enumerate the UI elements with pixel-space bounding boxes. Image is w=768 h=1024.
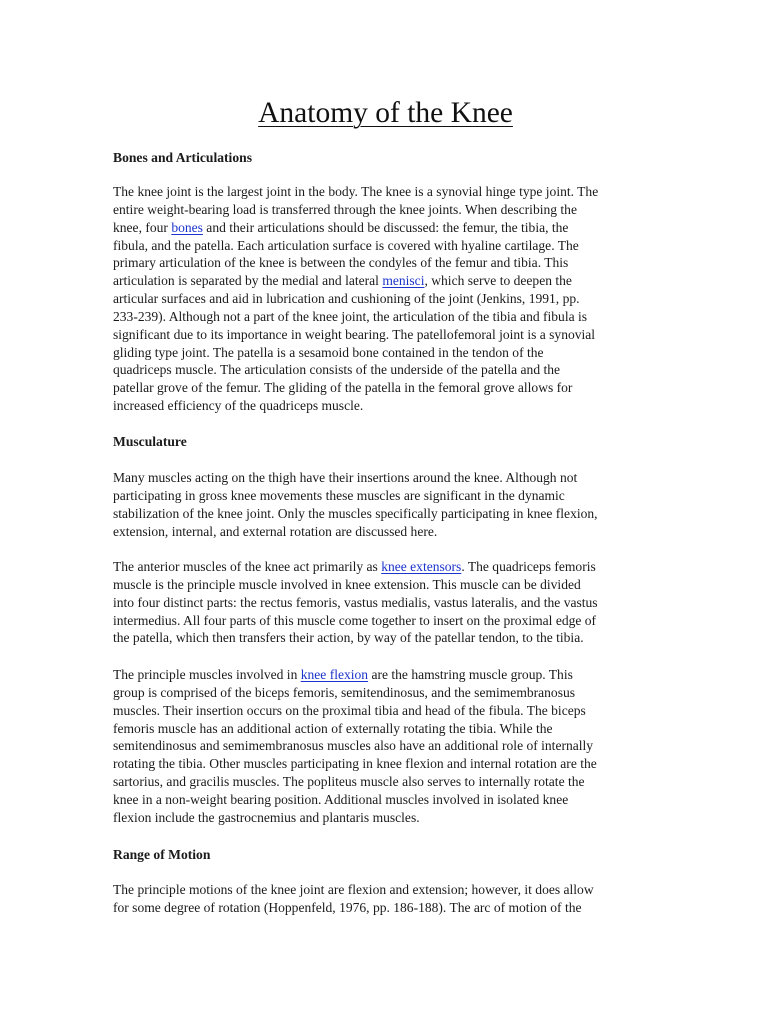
text-line: sartorius, and gracilis muscles. The popliteus muscle also serves to internally rotate the [113, 774, 585, 790]
link-knee-extensors[interactable]: knee extensors [381, 559, 462, 574]
paragraph-knee-flexion-muscles [113, 666, 658, 827]
text-segment: articulation is separated by the medial and lateral [113, 273, 383, 289]
text-segment: and their articulations should be discussed: the femur, the tibia, the [202, 219, 569, 235]
text-segment: , which serve to deepen the [424, 273, 572, 289]
paragraph-range-of-motion [113, 881, 658, 917]
page-title: Anatomy of the Knee [258, 97, 513, 129]
text-segment: are the hamstring muscle group. This [368, 667, 573, 682]
text-segment: The principle muscles involved in [113, 667, 301, 682]
link-bones[interactable]: bones [171, 219, 203, 235]
text-line: muscle is the principle muscle involved in knee extension. This muscle can be divided [113, 576, 581, 592]
text-line: flexion include the gastrocnemius and plantaris muscles. [113, 809, 420, 825]
text-segment: . The quadriceps femoris [461, 559, 596, 574]
text-line: 233-239). Although not a part of the knee joint, the articulation of the tibia and fibula is [113, 308, 588, 324]
text-line: gliding type joint. The patella is a sesamoid bone contained in the tendon of the [113, 344, 544, 360]
section-heading-bones-and-articulations: Bones and Articulations [113, 150, 252, 165]
text-line: primary articulation of the knee is between the condyles of the femur and tibia. This [113, 255, 569, 271]
text-line: Many muscles acting on the thigh have their insertions around the knee. Although not [113, 470, 578, 485]
paragraph-anterior-muscles [113, 558, 658, 647]
text-line [113, 666, 658, 684]
text-line: significant due to its importance in weight bearing. The patellofemoral joint is a synovial [113, 326, 596, 342]
paragraph-bones-articulations [113, 183, 658, 415]
text-line: group is comprised of the biceps femoris, semitendinosus, and the semimembranosus [113, 684, 576, 700]
text-line: participating in gross knee movements these muscles are significant in the dynamic [113, 487, 565, 503]
text-line: the patella, which then transfers their action, by way of the patellar tendon, to the tibia. [113, 630, 584, 646]
text-line: entire weight-bearing load is transferred through the knee joints. When describing the [113, 201, 577, 217]
text-segment: knee, four [113, 219, 172, 235]
text-line: articular surfaces and aid in lubrication and cushioning of the joint (Jenkins, 1991, pp. [113, 291, 580, 307]
text-line: increased efficiency of the quadriceps muscle. [113, 398, 364, 414]
text-line: stabilization of the knee joint. Only the muscles specifically participating in knee flexion, [113, 505, 598, 521]
paragraph-musculature-intro [113, 469, 658, 540]
text-line: extension, internal, and external rotation are discussed here. [113, 523, 438, 539]
text-line: into four distinct parts: the rectus femoris, vastus medialis, vastus lateralis, and the vastus [113, 594, 598, 610]
text-segment: The anterior muscles of the knee act primarily as [113, 559, 382, 574]
text-line: quadriceps muscle. The articulation consists of the underside of the patella and the [113, 362, 561, 378]
text-line: fibula, and the patella. Each articulation surface is covered with hyaline cartilage. The [113, 237, 579, 253]
text-line [113, 219, 658, 237]
text-line: The knee joint is the largest joint in the body. The knee is a synovial hinge type joint. The [113, 184, 599, 199]
link-menisci[interactable]: menisci [382, 273, 425, 289]
section-heading-musculature: Musculature [113, 434, 187, 449]
text-line: intermedius. All four parts of this muscle come together to insert on the proximal edge of [113, 612, 597, 628]
section-heading-range-of-motion: Range of Motion [113, 847, 211, 862]
text-line: muscles. Their insertion occurs on the proximal tibia and head of the fibula. The biceps [113, 702, 586, 718]
text-line [113, 558, 658, 576]
text-line: for some degree of rotation (Hoppenfeld, 1976, pp. 186-188). The arc of motion of the [113, 899, 582, 915]
text-line: semitendinosus and semimembranosus muscles also have an additional role of internally [113, 738, 594, 754]
text-line: The principle motions of the knee joint are flexion and extension; however, it does allow [113, 882, 594, 897]
text-line: patellar grove of the femur. The gliding of the patella in the femoral grove allows for [113, 380, 573, 396]
link-knee-flexion[interactable]: knee flexion [300, 667, 369, 682]
text-line [113, 272, 658, 290]
text-line: rotating the tibia. Other muscles participating in knee flexion and internal rotation are the [113, 756, 597, 772]
text-line: knee in a non-weight bearing position. Additional muscles involved in isolated knee [113, 791, 569, 807]
text-line: femoris muscle has an additional action of externally rotating the tibia. While the [113, 720, 553, 736]
